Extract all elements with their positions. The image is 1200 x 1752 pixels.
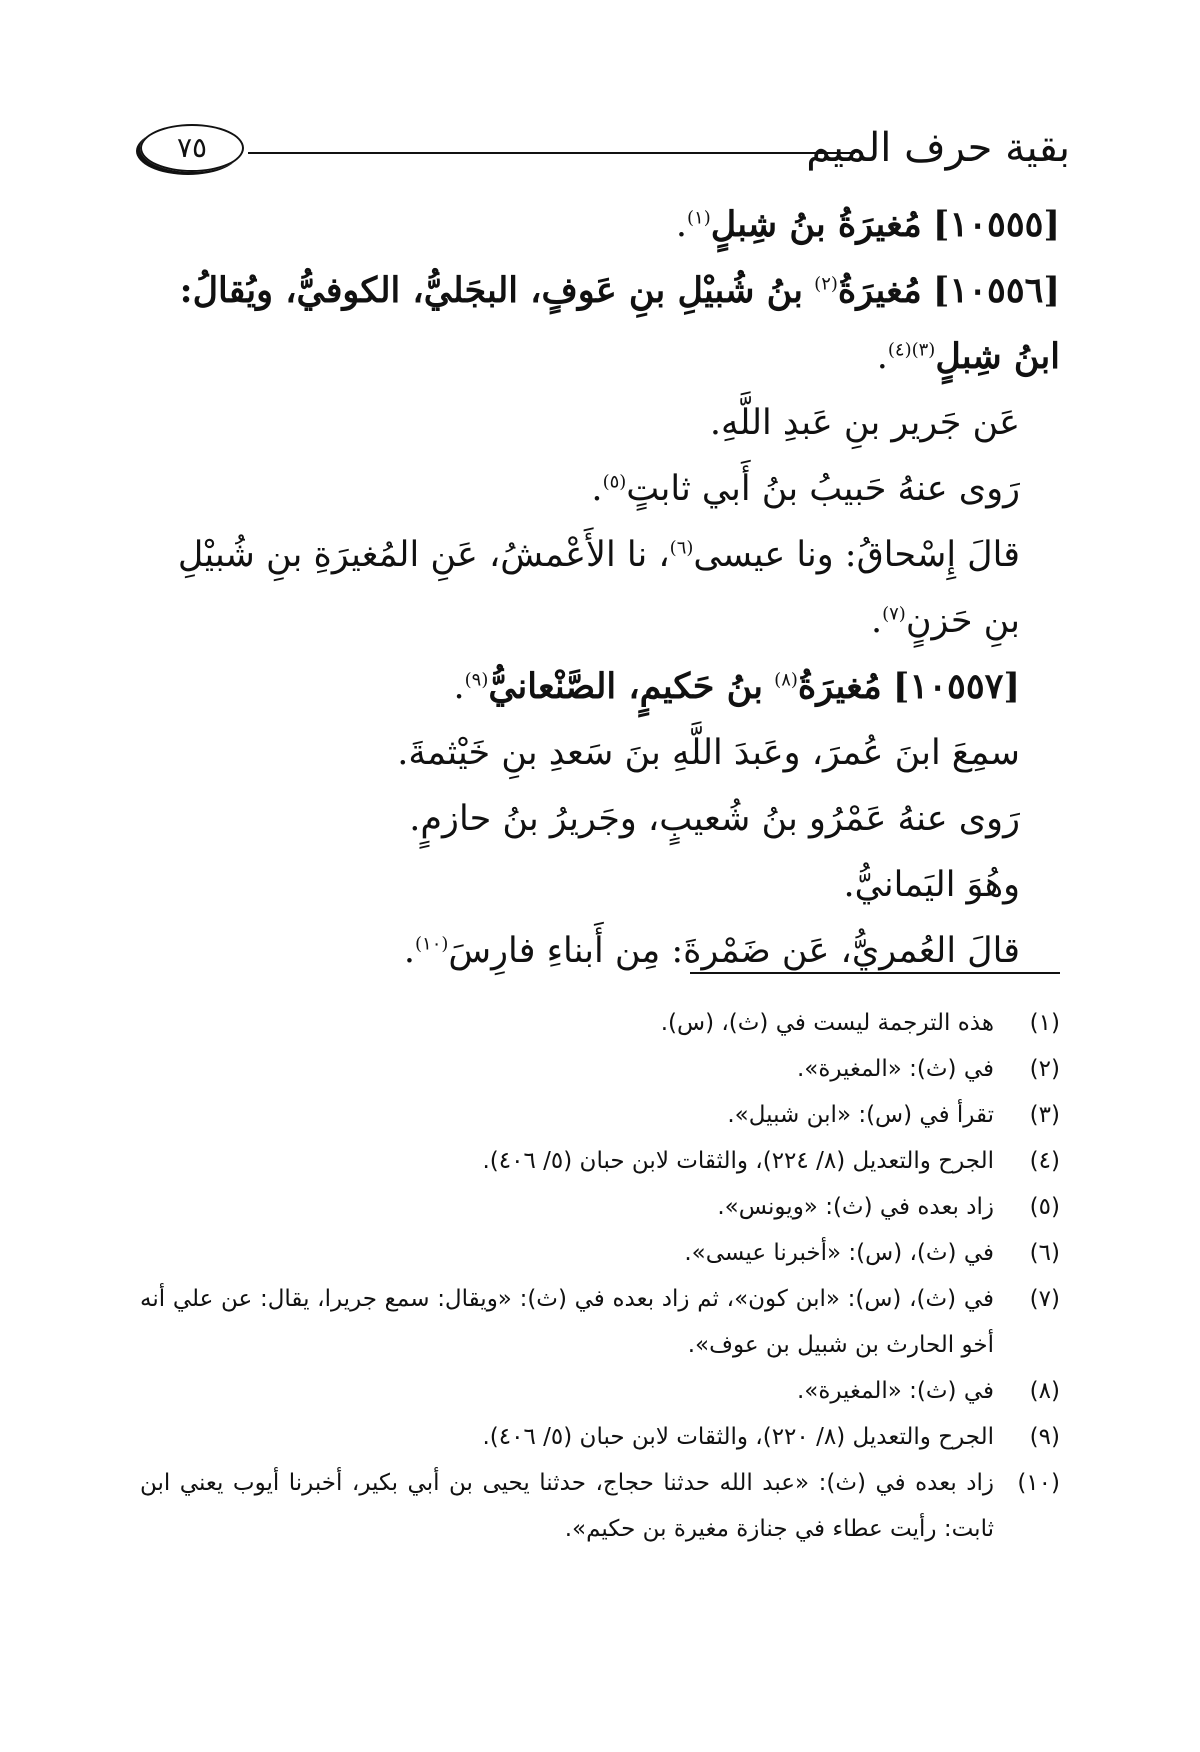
footnote-number: (٢) (1029, 1056, 1060, 1082)
footnote-ref[interactable]: (٢) (814, 273, 838, 295)
footnote-number: (١٠) (1017, 1470, 1060, 1496)
footnote-separator (690, 972, 1060, 974)
entry-10556 (140, 258, 1060, 390)
footnote-number: (٨) (1029, 1378, 1060, 1404)
footnote-2 (140, 1046, 1060, 1092)
footnote-3 (140, 1092, 1060, 1138)
period: . (876, 337, 888, 377)
text-line (140, 522, 1060, 654)
footnote-ref[interactable]: (١) (687, 207, 711, 229)
footnote-text: في (ث)، (س): «ابن كون»، ثم زاد بعده في (ث): «ويقال: سمع جريرا، يقال: عن علي أنه أخو الحارث بن شبيل بن عوف». (140, 1286, 994, 1358)
footnote-text: في (ث): «المغيرة». (796, 1056, 994, 1082)
footnote-ref[interactable]: (١٠) (415, 933, 449, 955)
text-line: عَن جَرير بنِ عَبدِ اللَّهِ. (709, 403, 1020, 443)
main-text (140, 192, 1060, 984)
footnote-text: زاد بعده في (ث): «ويونس». (717, 1194, 994, 1220)
footnote-7 (140, 1276, 1060, 1368)
header-rule (248, 152, 855, 154)
entry-name-rest: بنُ شُبيْلِ بنِ عَوفٍ، البجَليُّ، الكوفيُّ، ويُقالُ: ابنُ شِبلٍ (179, 270, 1060, 377)
entry-10555 (140, 192, 1060, 258)
footnote-number: (٣) (1029, 1102, 1060, 1128)
footnote-number: (٩) (1029, 1424, 1060, 1450)
period: . (870, 601, 883, 641)
text-line (140, 918, 1060, 984)
footnote-8 (140, 1368, 1060, 1414)
footnote-text: الجرح والتعديل (٨/ ٢٢٤)، والثقات لابن حبان (٥/ ٤٠٦). (482, 1148, 994, 1174)
footnote-6 (140, 1230, 1060, 1276)
entry-name: مُغيرَةُ بنُ شِبلٍ (710, 204, 922, 245)
text-line: رَوى عنهُ عَمْرُو بنُ شُعيبٍ، وجَريرُ بنُ حازمٍ. (409, 799, 1020, 839)
footnote-ref[interactable]: (٣)(٤) (887, 339, 936, 361)
period: . (591, 469, 603, 509)
footnote-number: (٦) (1029, 1240, 1060, 1266)
entry-number: [١٠٥٥٧] (892, 666, 1020, 707)
footnote-text: زاد بعده في (ث): «عبد الله حدثنا حجاج، حدثنا يحيى بن أبي بكير، أخبرنا أيوب يعني ابن ثابت: رأيت عطاء في جنازة مغيرة بن حكيم». (140, 1470, 994, 1542)
footnote-text: في (ث)، (س): «أخبرنا عيسى». (684, 1240, 994, 1266)
entry-10557 (140, 654, 1060, 720)
text-line: وهُوَ اليَمانيُّ. (843, 865, 1020, 905)
entry-number: [١٠٥٥٥] (932, 204, 1060, 245)
footnote-number: (١) (1029, 1010, 1060, 1036)
entry-name: مُغيرَةُ (797, 666, 882, 707)
footnote-ref[interactable]: (٩) (464, 669, 489, 691)
period: . (453, 667, 465, 707)
footnote-ref[interactable]: (٧) (882, 603, 906, 625)
footnote-1 (140, 1000, 1060, 1046)
footnote-number: (٤) (1029, 1148, 1060, 1174)
line-text: قالَ إِسْحاقُ: ونا عيسى (693, 535, 1020, 575)
chapter-title: بقية حرف الميم (806, 125, 1070, 171)
footnote-ref[interactable]: (٦) (669, 537, 694, 559)
entry-name-rest: بنُ حَكيمٍ، الصَّنْعانيُّ (488, 666, 764, 707)
footnote-text: هذه الترجمة ليست في (ث)، (س). (660, 1010, 994, 1036)
text-line: سمِعَ ابنَ عُمرَ، وعَبدَ اللَّهِ بنَ سَعدِ بنِ خَيْثمةَ. (397, 733, 1020, 773)
footnote-9 (140, 1414, 1060, 1460)
footnote-text: في (ث): «المغيرة». (796, 1378, 994, 1404)
footnote-text: الجرح والتعديل (٨/ ٢٢٠)، والثقات لابن حبان (٥/ ٤٠٦). (482, 1424, 994, 1450)
line-text: رَوى عنهُ حَبيبُ بنُ أَبي ثابتٍ (626, 469, 1020, 509)
footnote-number: (٥) (1029, 1194, 1060, 1220)
line-text: ، نا الأَعْمشُ، عَنِ المُغيرَةِ بنِ شُبيْلِ بنِ حَزنٍ (177, 535, 1020, 641)
footnote-number: (٧) (1029, 1286, 1060, 1312)
footnote-4 (140, 1138, 1060, 1184)
footnote-5 (140, 1184, 1060, 1230)
entry-name: مُغيرَةُ (837, 270, 922, 311)
footnote-10 (140, 1460, 1060, 1552)
period: . (675, 205, 687, 245)
page-number: ٧٥ (140, 124, 244, 172)
footnote-ref[interactable]: (٥) (602, 471, 627, 493)
running-header (140, 118, 1070, 178)
text-line (140, 456, 1060, 522)
footnote-text: تقرأ في (س): «ابن شبيل». (727, 1102, 994, 1128)
line-text: قالَ العُمريُّ، عَن ضَمْرةَ: مِن أَبناءِ فارِسَ (448, 931, 1020, 971)
footnotes (140, 1000, 1060, 1552)
entry-number: [١٠٥٥٦] (932, 270, 1060, 311)
period: . (403, 931, 416, 971)
footnote-ref[interactable]: (٨) (774, 669, 798, 691)
